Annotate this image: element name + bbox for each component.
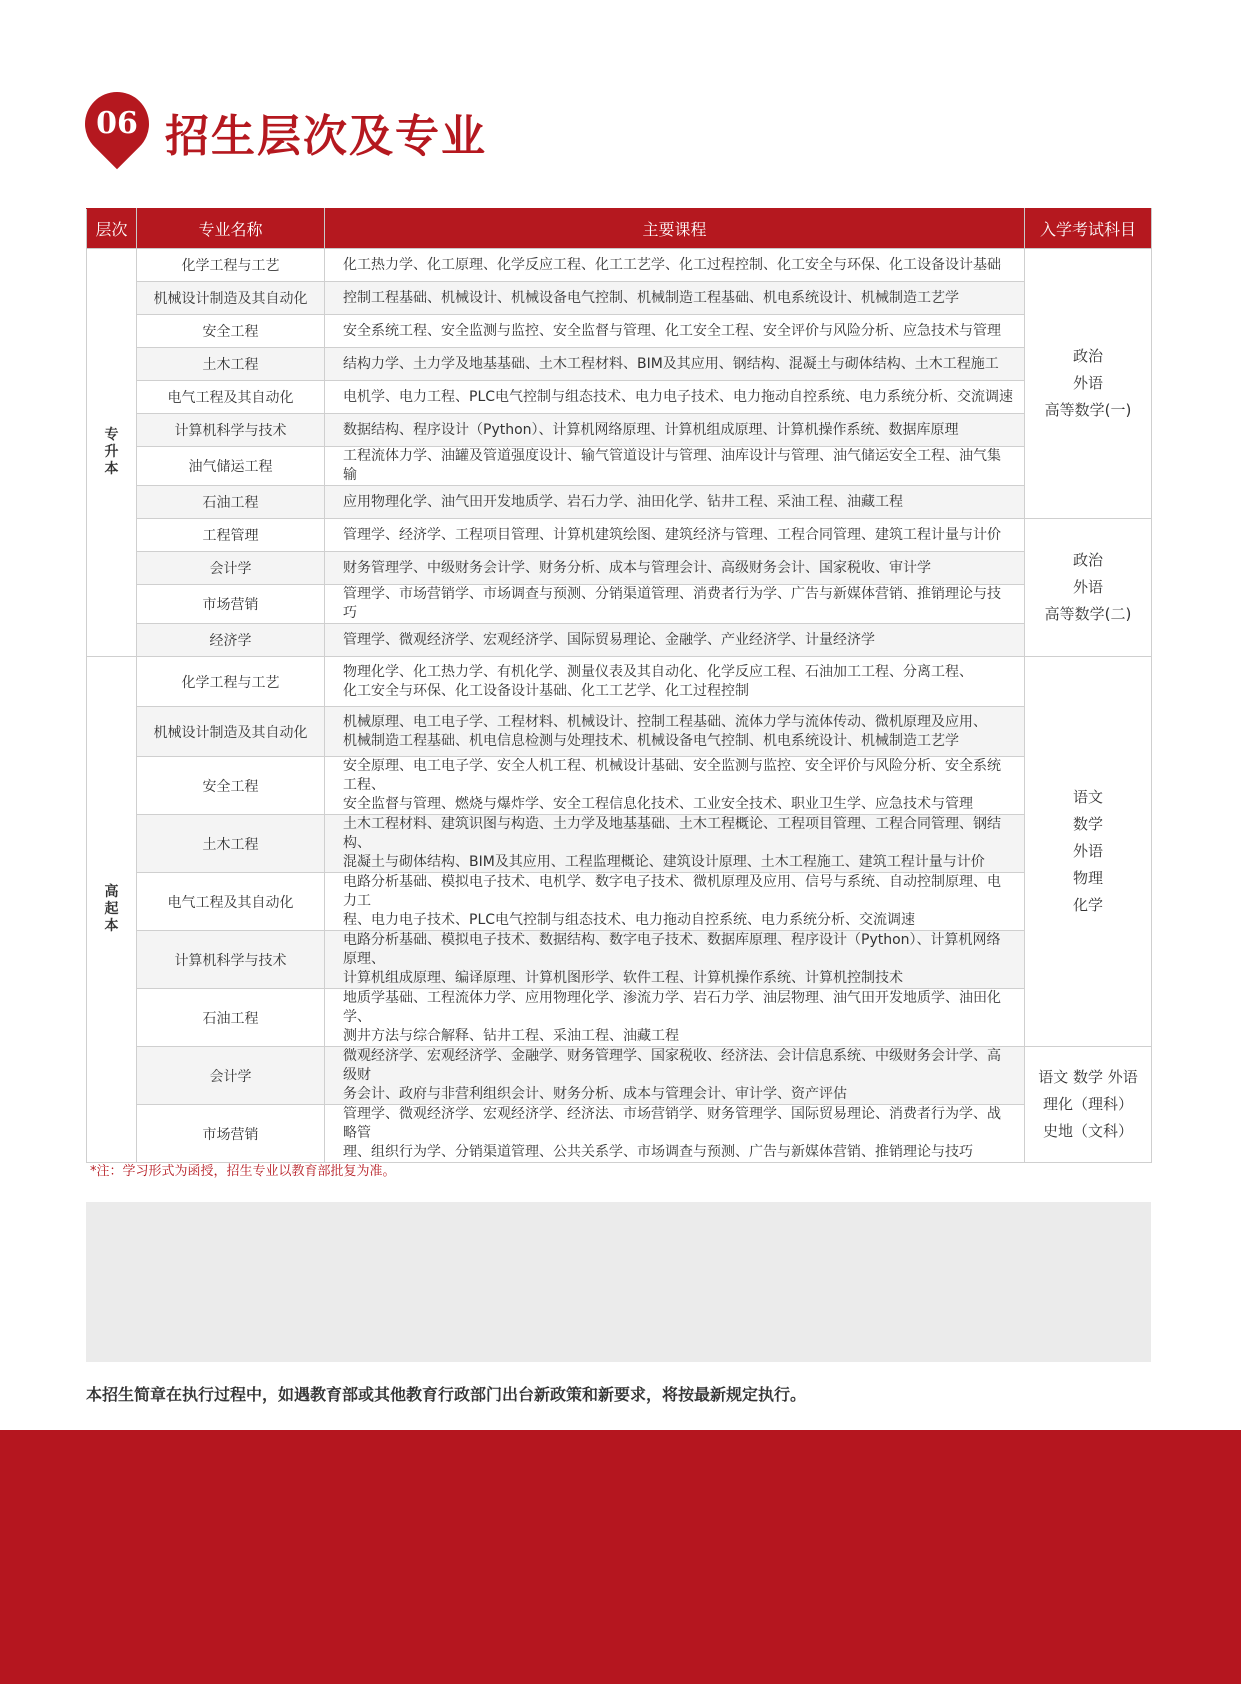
major-name: 化学工程与工艺 xyxy=(137,249,325,282)
exam-subject: 外语 xyxy=(1072,842,1103,860)
course-line: 机械制造工程基础、机电信息检测与处理技术、机械设备电气控制、机电系统设计、机械制造工艺学 xyxy=(343,732,959,749)
major-name: 电气工程及其自动化 xyxy=(137,873,325,931)
level-char: 本 xyxy=(104,918,119,934)
blank-panel xyxy=(86,1202,1151,1362)
course-line: 电路分析基础、模拟电子技术、电机学、数字电子技术、微机原理及应用、信号与系统、自动控制原理、电力工 xyxy=(343,874,1001,909)
major-name: 会计学 xyxy=(137,552,325,585)
table-row xyxy=(87,585,1152,624)
table-note: *注：学习形式为函授，招生专业以教育部批复为准。 xyxy=(90,1164,396,1179)
exam-subject: 政治 xyxy=(1072,347,1103,365)
course-line: 电机学、电力工程、PLC电气控制与组态技术、电力电子技术、电力拖动自控系统、电力系统分析、交流调速 xyxy=(343,388,1014,405)
exam-subjects xyxy=(1025,519,1152,657)
table-row xyxy=(87,989,1152,1047)
course-list xyxy=(325,282,1025,315)
course-line: 控制工程基础、机械设计、机械设备电气控制、机械制造工程基础、机电系统设计、机械制造工艺学 xyxy=(343,289,959,306)
table-body xyxy=(87,249,1152,1163)
level-char: 起 xyxy=(104,901,119,917)
table-row xyxy=(87,447,1152,486)
major-name: 土木工程 xyxy=(137,815,325,873)
header-exam: 入学考试科目 xyxy=(1025,209,1152,249)
major-name: 市场营销 xyxy=(137,585,325,624)
header-courses: 主要课程 xyxy=(325,209,1025,249)
table-row xyxy=(87,486,1152,519)
header-level: 层次 xyxy=(87,209,137,249)
table-header-row xyxy=(87,209,1152,249)
exam-subject: 语文 数学 外语 xyxy=(1038,1068,1138,1086)
table-row xyxy=(87,873,1152,931)
course-line: 管理学、市场营销学、市场调查与预测、分销渠道管理、消费者行为学、广告与新媒体营销、推销理论与技巧 xyxy=(343,586,1001,621)
table-row xyxy=(87,348,1152,381)
course-line: 结构力学、土力学及地基基础、土木工程材料、BIM及其应用、钢结构、混凝土与砌体结构、土木工程施工 xyxy=(343,355,999,372)
course-line: 化工安全与环保、化工设备设计基础、化工工艺学、化工过程控制 xyxy=(343,682,749,699)
major-name: 工程管理 xyxy=(137,519,325,552)
exam-subject: 语文 xyxy=(1072,788,1103,806)
course-line: 安全原理、电工电子学、安全人机工程、机械设计基础、安全监测与监控、安全评价与风险分析、安全系统工程、 xyxy=(343,758,1001,793)
course-line: 数据结构、程序设计（Python）、计算机网络原理、计算机组成原理、计算机操作系统、数据库原理 xyxy=(343,421,959,438)
table-row xyxy=(87,1105,1152,1163)
table-row xyxy=(87,1047,1152,1105)
course-line: 管理学、经济学、工程项目管理、计算机建筑绘图、建筑经济与管理、工程合同管理、建筑工程计量与计价 xyxy=(343,526,1001,543)
table-row xyxy=(87,381,1152,414)
table-row xyxy=(87,624,1152,657)
section-title: 招生层次及专业 xyxy=(165,111,487,162)
major-name: 油气储运工程 xyxy=(137,447,325,486)
table-row xyxy=(87,552,1152,585)
exam-subject: 外语 xyxy=(1072,578,1103,596)
course-line: 理、组织行为学、分销渠道管理、公共关系学、市场调查与预测、广告与新媒体营销、推销理论与技巧 xyxy=(343,1144,973,1160)
table-row xyxy=(87,282,1152,315)
table-row xyxy=(87,931,1152,989)
exam-subject: 理化（理科） xyxy=(1042,1095,1133,1113)
table-row xyxy=(87,249,1152,282)
course-line: 土木工程材料、建筑识图与构造、土力学及地基基础、土木工程概论、工程项目管理、工程合同管理、钢结构、 xyxy=(343,816,1001,851)
table-row xyxy=(87,757,1152,815)
course-line: 机械原理、电工电子学、工程材料、机械设计、控制工程基础、流体力学与流体传动、微机原理及应用、 xyxy=(343,713,987,730)
exam-subject: 外语 xyxy=(1072,374,1103,392)
course-line: 财务管理学、中级财务会计学、财务分析、成本与管理会计、高级财务会计、国家税收、审计学 xyxy=(343,559,931,576)
course-list xyxy=(325,1105,1025,1163)
course-line: 务会计、政府与非营利组织会计、财务分析、成本与管理会计、审计学、资产评估 xyxy=(343,1086,847,1102)
table-row xyxy=(87,315,1152,348)
exam-subject: 数学 xyxy=(1072,815,1103,833)
major-name: 安全工程 xyxy=(137,757,325,815)
course-list xyxy=(325,414,1025,447)
exam-subject: 政治 xyxy=(1072,551,1103,569)
major-name: 电气工程及其自动化 xyxy=(137,381,325,414)
course-line: 物理化学、化工热力学、有机化学、测量仪表及其自动化、化学反应工程、石油加工工程、分离工程、 xyxy=(343,663,973,680)
course-list xyxy=(325,989,1025,1047)
course-list xyxy=(325,486,1025,519)
course-list xyxy=(325,1047,1025,1105)
major-name: 经济学 xyxy=(137,624,325,657)
major-name: 安全工程 xyxy=(137,315,325,348)
course-list xyxy=(325,757,1025,815)
course-list xyxy=(325,315,1025,348)
header-major: 专业名称 xyxy=(137,209,325,249)
exam-subject: 化学 xyxy=(1072,896,1103,914)
major-name: 会计学 xyxy=(137,1047,325,1105)
course-line: 应用物理化学、油气田开发地质学、岩石力学、油田化学、钻井工程、采油工程、油藏工程 xyxy=(343,493,903,510)
policy-statement: 本招生简章在执行过程中，如遇教育部或其他教育行政部门出台新政策和新要求，将按最新规定执行。 xyxy=(86,1385,807,1404)
course-list xyxy=(325,519,1025,552)
level-char: 升 xyxy=(104,444,119,460)
major-name: 计算机科学与技术 xyxy=(137,931,325,989)
course-list xyxy=(325,447,1025,486)
major-name: 土木工程 xyxy=(137,348,325,381)
course-list xyxy=(325,873,1025,931)
major-name: 计算机科学与技术 xyxy=(137,414,325,447)
table-row xyxy=(87,707,1152,757)
course-line: 管理学、微观经济学、宏观经济学、经济法、市场营销学、财务管理学、国际贸易理论、消费者行为学、战略管 xyxy=(343,1106,1001,1141)
exam-subject: 史地（文科） xyxy=(1042,1122,1133,1140)
exam-subjects xyxy=(1025,249,1152,519)
major-name: 化学工程与工艺 xyxy=(137,657,325,707)
exam-subjects xyxy=(1025,1047,1152,1163)
exam-subject: 物理 xyxy=(1072,869,1103,887)
course-line: 微观经济学、宏观经济学、金融学、财务管理学、国家税收、经济法、会计信息系统、中级财务会计学、高级财 xyxy=(343,1048,1001,1083)
majors-table xyxy=(86,208,1152,1163)
course-list xyxy=(325,931,1025,989)
level-char: 本 xyxy=(104,461,119,477)
level-char: 专 xyxy=(104,427,119,443)
course-list xyxy=(325,624,1025,657)
course-line: 化工热力学、化工原理、化学反应工程、化工工艺学、化工过程控制、化工安全与环保、化工设备设计基础 xyxy=(343,256,1001,273)
level-char: 高 xyxy=(104,884,119,900)
bottom-band xyxy=(0,1430,1241,1684)
course-line: 安全系统工程、安全监测与监控、安全监督与管理、化工安全工程、安全评价与风险分析、应急技术与管理 xyxy=(343,322,1001,339)
course-line: 混凝土与砌体结构、BIM及其应用、工程监理概论、建筑设计原理、土木工程施工、建筑工程计量与计价 xyxy=(343,854,985,870)
course-list xyxy=(325,381,1025,414)
major-name: 石油工程 xyxy=(137,486,325,519)
major-name: 市场营销 xyxy=(137,1105,325,1163)
course-line: 地质学基础、工程流体力学、应用物理化学、渗流力学、岩石力学、油层物理、油气田开发地质学、油田化学、 xyxy=(343,990,1001,1025)
major-name: 机械设计制造及其自动化 xyxy=(137,282,325,315)
course-line: 电路分析基础、模拟电子技术、数据结构、数字电子技术、数据库原理、程序设计（Python）、计算机网络原理、 xyxy=(343,932,1001,967)
course-list xyxy=(325,348,1025,381)
course-line: 安全监督与管理、燃烧与爆炸学、安全工程信息化技术、工业安全技术、职业卫生学、应急技术与管理 xyxy=(343,796,973,812)
table-row xyxy=(87,414,1152,447)
course-line: 管理学、微观经济学、宏观经济学、国际贸易理论、金融学、产业经济学、计量经济学 xyxy=(343,631,875,648)
course-list xyxy=(325,815,1025,873)
course-line: 计算机组成原理、编译原理、计算机图形学、软件工程、计算机操作系统、计算机控制技术 xyxy=(343,970,903,986)
table-row xyxy=(87,815,1152,873)
course-list xyxy=(325,657,1025,707)
table-row xyxy=(87,657,1152,707)
course-line: 测井方法与综合解释、钻井工程、采油工程、油藏工程 xyxy=(343,1028,679,1044)
major-name: 石油工程 xyxy=(137,989,325,1047)
exam-subject: 高等数学(一) xyxy=(1044,401,1132,419)
major-name: 机械设计制造及其自动化 xyxy=(137,707,325,757)
exam-subjects xyxy=(1025,657,1152,1047)
course-list xyxy=(325,552,1025,585)
course-line: 工程流体力学、油罐及管道强度设计、输气管道设计与管理、油库设计与管理、油气储运安全工程、油气集输 xyxy=(343,448,1001,483)
section-number: 06 xyxy=(96,106,138,141)
course-list xyxy=(325,249,1025,282)
course-line: 程、电力电子技术、PLC电气控制与组态技术、电力拖动自控系统、电力系统分析、交流调速 xyxy=(343,912,916,928)
level-cell xyxy=(87,249,137,657)
course-list xyxy=(325,707,1025,757)
table-row xyxy=(87,519,1152,552)
level-cell xyxy=(87,657,137,1163)
exam-subject: 高等数学(二) xyxy=(1044,605,1132,623)
course-list xyxy=(325,585,1025,624)
